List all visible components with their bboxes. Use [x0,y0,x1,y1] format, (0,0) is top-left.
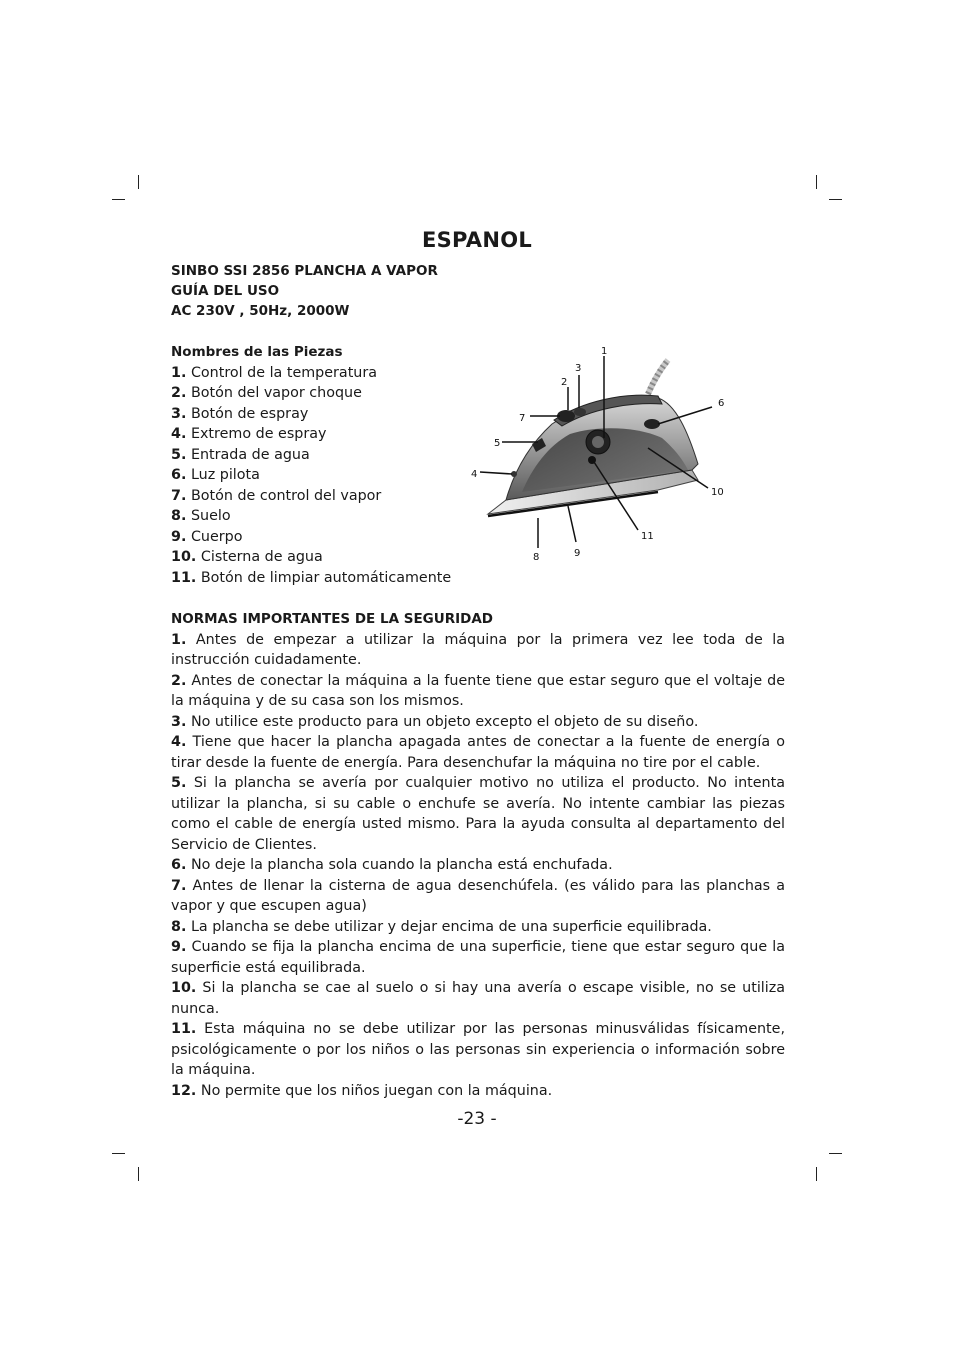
guide-title: GUÍA DEL USO [171,283,280,299]
callout-label: 3 [575,363,582,374]
callout-label: 1 [601,346,608,357]
list-item: 5. Si la plancha se avería por cualquier motivo no utiliza el producto. No intenta utilizar la plancha, si su cable o enchufe se avería. No intente cambiar las piezas como el cable de energía usted mismo. Para la ayuda consulta al departamento del Servicio de Clientes. [171,775,785,853]
spray-button [574,408,586,416]
crop-mark [816,1167,817,1181]
list-item: 2. Botón del vapor choque [171,385,362,401]
list-item: 1. Antes de empezar a utilizar la máquina por la primera vez lee toda de la instrucción cuidadamente. [171,631,785,668]
crop-mark [112,199,125,200]
crop-mark [829,199,842,200]
list-item: 12. No permite que los niños juegan con la máquina. [171,1082,553,1099]
parts-list [171,342,471,588]
crop-mark [138,175,139,189]
callout-label: 11 [641,531,654,542]
page-number: -23 - [457,1109,497,1129]
list-item: 3. No utilice este producto para un objeto excepto el objeto de su diseño. [171,713,699,730]
list-item: 2. Antes de conectar la máquina a la fuente tiene que estar seguro que el voltaje de la máquina y de su casa son los mismos. [171,672,786,709]
parts-heading: Nombres de las Piezas [171,344,343,360]
callout-label: 2 [561,377,568,388]
list-item: 8. La plancha se debe utilizar y dejar encima de una superficie equilibrada. [171,918,712,935]
power-spec: AC 230V , 50Hz, 2000W [171,303,350,319]
section-heading: NORMAS IMPORTANTES DE LA SEGURIDAD [171,611,493,627]
list-item: 4. Extremo de espray [171,426,327,442]
list-item: 9. Cuerpo [171,528,243,545]
list-item: 6. No deje la plancha sola cuando la plancha está enchufada. [171,857,613,873]
list-item: 1. Control de la temperatura [171,364,377,381]
list-item: 3. Botón de espray [171,405,309,422]
callout-label: 5 [494,438,501,449]
callout-label: 6 [718,398,725,409]
list-item: 7. Botón de control del vapor [171,487,382,504]
crop-mark [829,1153,842,1154]
steam-iron-diagram [462,342,734,564]
crop-mark [112,1153,125,1154]
crop-mark [138,1167,139,1181]
list-item: 11. Esta máquina no se debe utilizar por las personas minusválidas físicamente, psicológicamente o por los niños o las personas sin experiencia o información sobre la máquina. [171,1021,785,1078]
list-item: 4. Tiene que hacer la plancha apagada antes de conectar a la fuente de energía o tirar desde la fuente de energía. Para desenchufar la máquina no tire por el cable. [171,734,785,771]
list-item: 8. Suelo [171,508,231,524]
list-item: 5. Entrada de agua [171,446,310,463]
pilot-light [644,419,660,429]
product-name: SINBO SSI 2856 PLANCHA A VAPOR [171,263,438,279]
callout-label: 9 [574,548,581,559]
list-item: 9. Cuando se fija la plancha encima de una superficie, tiene que estar seguro que la superficie está equilibrada. [171,939,785,976]
list-item: 10. Si la plancha se cae al suelo o si hay una avería o escape visible, no se utiliza nunca. [171,980,785,1017]
callout-label: 7 [519,413,526,424]
callout-label: 8 [533,552,540,563]
safety-section [171,609,785,1101]
page-title: ESPANOL [421,228,533,252]
list-item: 6. Luz pilota [171,467,260,483]
callout-label: 4 [471,469,478,480]
list-item: 11. Botón de limpiar automáticamente [171,569,452,586]
callout-label: 10 [711,487,724,498]
crop-mark [816,175,817,189]
list-item: 10. Cisterna de agua [171,549,323,565]
list-item: 7. Antes de llenar la cisterna de agua desenchúfela. (es válido para las planchas a vapor y que escupen agua) [171,877,785,914]
